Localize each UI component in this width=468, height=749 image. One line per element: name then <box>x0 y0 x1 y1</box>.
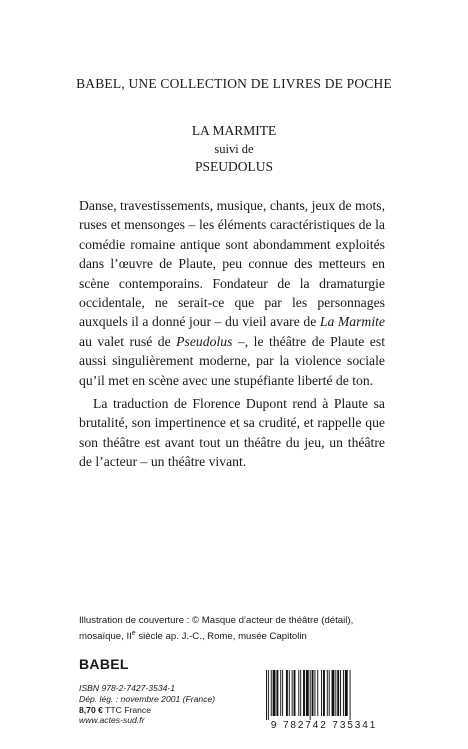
legal-deposit: Dép. lég. : novembre 2001 (France) <box>79 693 216 704</box>
cover-illustration-credit: Illustration de couverture : © Masque d’acteur de théâtre (détail), mosaïque, IIe siècle ap. J.-C., Rome, musée Capitolin <box>79 615 354 643</box>
isbn: ISBN 978-2-7427-3534-1 <box>79 683 176 693</box>
series-heading: BABEL, UNE COLLECTION DE LIVRES DE POCHE <box>76 76 392 91</box>
blurb-paragraph-1 <box>79 196 385 390</box>
work-title-marmite: La Marmite <box>319 314 385 330</box>
price-suffix: TTC France <box>102 704 151 715</box>
publisher-website: www.actes-sud.fr <box>79 715 145 726</box>
publication-info <box>79 683 249 726</box>
blurb-paragraph-2: La traduction de Florence Dupont rend à Plaute sa brutalité, son impertinence et sa crudité, et rappelle que son théâtre est avant tout un théâtre du jeu, un théâtre de l’acteur – un théâtre vivant. <box>79 396 385 470</box>
price <box>79 705 249 716</box>
title-connector: suivi de <box>214 142 254 156</box>
main-title: LA MARMITE <box>191 123 277 138</box>
blurb-text-a: Danse, travestissements, musique, chants, jeux de mots, ruses et mensonges – les éléments caractéristiques de la comédie romaine antique sont abondamment exploités dans l’œuvre de Plaute, peu connue des metteurs en scène contemporains. Fondateur de la dramaturgie occidentale, ne serait-ce que par les personnages auxquels il a donné jour – du vieil avare de <box>79 198 386 330</box>
title-block <box>0 122 468 176</box>
work-title-pseudolus: Pseudolus <box>176 333 233 349</box>
blurb-text-c: –, le théâtre de Plaute est aussi singulièrement moderne, par la violence sociale qu’il met en scène avec une stupéfiante liberté de ton. <box>79 333 385 388</box>
back-cover-blurb <box>79 196 385 472</box>
publisher-brand-logo: BABEL <box>79 656 129 672</box>
price-value: 8,70 € <box>79 704 103 715</box>
second-title: PSEUDOLUS <box>194 159 273 174</box>
barcode-digits: 9 782742 735341 <box>270 720 378 731</box>
blurb-text-b: au valet rusé de <box>79 333 177 349</box>
